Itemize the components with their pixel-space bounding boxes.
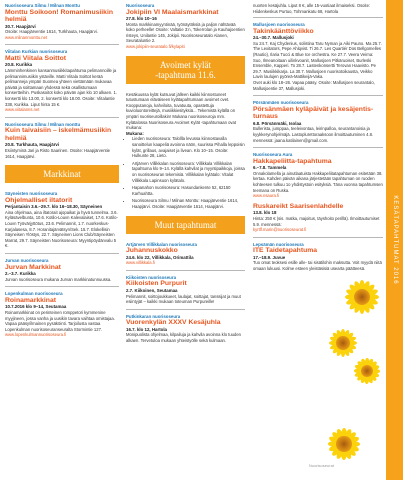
event-item (5, 191, 119, 249)
section-banner-avoimet-kylat (126, 56, 245, 84)
event-item (5, 49, 119, 112)
sunflower-center (336, 436, 351, 451)
event-title: Matti Viitala Soittot (5, 54, 67, 62)
event-organizer: Kiikoisten nuorisoseura (126, 274, 177, 280)
divider (126, 270, 245, 271)
event-item (5, 291, 119, 338)
event-date: 6.8. Pörsänmäki, Isolaa (253, 120, 302, 126)
sunflower-icon (348, 352, 386, 390)
divider (5, 44, 119, 45)
event-description: Monipuolista ohjelmaa, kilpailuja ja kahvila avoinna klo tuuden alkaen. Tervetuloa mukaan yhteistyölle sekä kulmaan. (126, 332, 241, 343)
divider (5, 117, 119, 118)
event-description: Bullerista, jumppaa, teeleivontaa, leirinpalloa, seurantanoisia ja kyykkerynohjelmäjä. Lastoplurettoraaksoon ilmoittautuminen 4.8. mennessä: jaana.katilainen@gmail.com. (253, 126, 374, 143)
event-item (5, 122, 119, 159)
event-item (126, 242, 245, 266)
event-item (253, 242, 383, 272)
list-heading: Mukana: (126, 130, 144, 136)
event-item (5, 258, 119, 282)
banner-line: -tapahtuma 11.6. (155, 69, 216, 80)
event-title: Jurvan Markkinat (5, 263, 61, 271)
event-title: Takinkäänttöviikko (253, 27, 314, 35)
event-description: Hinta: 250 € (sis. matka, majoitus, täyshoito perillä). Ilmoittautumiset 5.9. mennessä: (253, 215, 380, 227)
event-organizer: Mallusjoen nuorisoseura (253, 22, 305, 28)
event-item (126, 3, 245, 50)
event-organizer: Artjärven Villikkalan nuorisoseura (126, 241, 197, 247)
section-banner-markkinat: Markkinat (5, 165, 119, 183)
divider (253, 147, 383, 148)
event-organizer: Säyneisten nuorisoseura (5, 191, 58, 197)
event-date: 6.–7.8. Tammela (253, 165, 287, 171)
event-title: Ruskareikt Saarisenlahdelle (253, 202, 344, 210)
column-right (250, 0, 385, 480)
divider (253, 237, 383, 238)
event-organizer: Jurvan nuorisoseura (5, 258, 49, 264)
event-organizer: Putkinkaran nuorisoseura (126, 313, 181, 319)
event-link[interactable]: www.nsaura.fi (253, 193, 280, 199)
divider (126, 309, 245, 310)
participant-list (126, 136, 245, 209)
divider (253, 95, 383, 96)
event-item (126, 275, 245, 305)
event-date: 20.8. Kurikka (5, 62, 33, 68)
continued-text: nuorten kesäjuhla. Liput 8 €, alle 15-vuotiaat ilmaiseksi. Osoite: Hiidenkeskus Purtuo, Tohmankatu 68, Hartola (253, 3, 371, 14)
event-organizer: Lopenkulman nuorisoseura (5, 291, 63, 297)
event-date: 13.8. klo 18 (253, 210, 277, 216)
event-date: 10.7.2016 klo 9–14, Seutamaa (5, 304, 67, 310)
event-date: 17.–18.9. Juvue (253, 254, 286, 260)
banner-line: Avoimet kylät (159, 59, 212, 70)
event-link[interactable]: kyrtlf.marin@nuorisoseurat.fi (253, 227, 307, 233)
event-title: ITE Taidetapahtuma (253, 247, 318, 255)
event-link[interactable]: www.villikkala.fi (126, 260, 155, 266)
event-description: Roinamarkkinat on perinteinen romppetori kymmenine myyjineen, jossa vanha ja uusikin tavara vaihtaa omistajaa. Vapaa pääsy/ilmainen pysäköinti. Tarjoilusta vastaa Lopenkulman nuorisoseuranseuralta Stormintie 127. (5, 310, 115, 332)
event-item (5, 3, 119, 40)
event-title: Roinamarkkinat (5, 296, 56, 304)
list-item: • Nuorisoseura Silmu / Milnan Monttu: Haapjärventie 1614, Haapjärvi. Osoite: Haapjärventie 1614, Haapjärvi. (132, 198, 245, 209)
divider (5, 286, 119, 287)
event-link[interactable]: www.milnanmonttu.net (5, 34, 48, 40)
event-date: Perjantaisin 3.6.–29.7. klo 16–18.30, Säyneinen (5, 204, 103, 210)
divider (5, 253, 119, 254)
event-organizer: Nuorisoseura Aura (253, 152, 293, 158)
event-title: Juhannuskokko (126, 247, 178, 255)
event-date: 2.–3.7. Kurikka (5, 271, 36, 277)
list-item: • Lieden nuorisoseura: Talollla levussa kiinnostavalla sanoittelun kaapeliä avoinna näön, suurissa Pihalla leppoisin kylät, grillaus, avajaiset ja livean. Klo 10–15. Osoite: Hulkunte 28, Lieto. (132, 136, 245, 158)
event-link[interactable]: www.lopenkulmannuorisoseura.fi (5, 332, 67, 338)
event-link[interactable]: www.jokipiin-seuratalo.fi/kylapiti (126, 44, 185, 50)
event-title: Kuin taivaisiin – iskelmämusiikin helmiä (5, 127, 112, 142)
event-date: 24.–30.7. Mallusjoki (253, 35, 294, 41)
section-intro: Kesäkuussa kylät kutsuvat jälleen kaikki kiinnostuneet tutustumaan eläväiseen kylätapahtumaan avoimet ovet. Koopputanoja, kahviloita, tuvatuuta, opastettuja kuvioluontoreittejä, musiikkiesityksiä... Tekemistä kylällä on ympäri nuoriseuroillakin! Mukana nuorisoseuroja mm. Kylätalossa Nuorisoseura Avoimet Kylät -tapahtumaan ovat mukana: (126, 91, 237, 131)
event-date: 30.7. Haapjärvi (5, 23, 36, 29)
event-organizer: Nuorisoseura Silmu / Milnan monttu (5, 121, 81, 127)
event-item (253, 203, 383, 233)
event-description: Osoite: Haapjärventie 1614, Turkhauta, Haapjärvi. (5, 29, 98, 35)
event-description: Ovet auki klo 18–26. Vapaa pääsy. Osoite: Mallusjoen seurantalo, Mallusjoentie 37, Mallusjoki. (253, 80, 375, 91)
list-item: • Hapanahon nuorisoseura: Hasundankente 52, 62150 Karhuahtta. (132, 185, 245, 196)
event-organizer: Lepsämän nuorisoseura (253, 241, 304, 247)
event-date: 20.8. Turkhauta, Haapjärvi (5, 142, 60, 148)
event-organizer: Nuorisoseura (126, 3, 155, 8)
event-date: 24.6. klo 22, Villikkala, Orimattila (126, 254, 194, 260)
event-description: Onnakolamella ja ainutlaatuista Hakkapeliitatapahtuman esitetään 38. kertaa. Kahden päivän aikana järjestetään tapahtuman on ruoden kohteesen tulkuu 1o yhdistystoin esityksiä. Täna vuonna tapahtumsen teemana on Ruska. (253, 170, 383, 193)
event-date: 16.7. klo 12, Hartola (126, 326, 167, 332)
event-description: Aina ohjelmaa, aina iltatorait ajopaikat ja hyvä tunnelma. 3.6. Kyläsävelbunta, 10.6. Kotilo-Louvn Kalevalaiset, 17.6. Kotilo-Louvn Työvärjyttötus, 23.6. Pelimannit, 1.7. nuorkeskus-Karjalasesa, 8.7. Horanitajärvätsyn/Sek. 15.7. Elokellisin Säyneisen Ylöstys, 22.7. Säyneinen Lions Club/Säyneisten Marrat, 29.7. Säyneisten Nuorisoseura: Myyntipöydänvalu 5 €. (5, 209, 118, 249)
sunflower-center (361, 365, 373, 377)
event-organizer: Pörsänmäen nuorisoseura (253, 100, 309, 106)
event-title: Jokipiin VI Maalaismarkkinat (126, 8, 219, 16)
sunflower-center (354, 289, 370, 305)
event-description: Monta markkinamyyntinää, työnäytöksiä ja paljon nähtävää koko perheelle! Osoite: Valtatie 3:n, Tokerrolan ja Kauhajoentien risteys, Unilantie 145, Jokipii. Nuorisoseuratalo Alanen, Seurataluntie 2. (126, 21, 245, 44)
nuorisoseurat-logo: Nuorisoseurat (309, 463, 334, 468)
event-item (253, 100, 383, 143)
event-date: 2.7. Kiikoinen, Seutamaa (126, 287, 178, 293)
column-left (0, 0, 122, 480)
event-description: Esiintyminä Jari ja Risto Saarinen. Osoite: Haapjärventie 1614, Haapjärvi. (5, 148, 110, 159)
sunflower-icon (337, 272, 387, 322)
sunflower-icon (320, 420, 368, 468)
divider (253, 17, 383, 18)
section-banner-muut-tapahtumat: Muut tapahtumat (126, 216, 245, 234)
event-item (253, 22, 383, 91)
list-item: • Artjärven Villikkalan nuorisoseura: Villikkala Villikkalan tapahtuma klo 9–14. Kylällä kahvilat ja myyntipaikkoja, joissa on nuorisoseuran tekemisiä. Villikkalan kylätalo: Vitalat Villikkala Lapinsuon kylätalo. (132, 161, 245, 183)
event-title: Vuorenkylän XXXV Kesäjuhla (126, 319, 221, 327)
event-description: Pelimannit, soittojoukkueet, laulajat, soittajat, tanssijat ja muut esiintyjät – kaikki mukaan toteuman Purpureille! (126, 293, 241, 305)
event-item (126, 314, 245, 344)
event-title: Monttu Soikoon! Romanimusiikin helmiä (5, 8, 113, 24)
event-date: 27.8. klo 10–16 (126, 16, 157, 22)
event-title: Kiikoisten Purpurit (126, 280, 187, 288)
event-organizer: Nuorisoseura Silmu / Milnan Monttu (5, 3, 80, 8)
event-description: Jurvan nuorisoseura mukana Jurvan markkinatunnuussa. (5, 276, 112, 282)
event-title: Pörsänmäen kyläpäivät ja kesäjentis-turnaus (253, 105, 374, 121)
event-organizer: Viitalan Kurkian nuorisoseura (5, 49, 68, 55)
event-title: Hakkapeliitta-tapahtuma (253, 157, 332, 165)
column-middle (123, 0, 247, 480)
side-strip-text: KESÄTAPAHTUMAT 2016 (391, 195, 398, 285)
event-description: Su 24.7. Kaj Chydenius, solistina Taru Nyman ja Aiki Pauno. Ma 25.7. The Lexitators, Pepe Ahlqvist. Ti 26.7. Les Quartiér Dos Bellgomelles (Rautio), Ilaria Tucci & Blue Ice orchestra. Ke 27.7. Veera Veirna: Suo, Ilmeanoitaan uilinkvoanit, Mallusjoen Pitkäruoiset, Burleski Ensemble, Kapperi. To 28.7. Lastenkonsertti Terovan Haavisto. Pe 29.7. Musiikkikarja. La 30.7. Mallusjoen nuorisotoikausta, Veikko Lavin laulujen pyöreä-Mattikeijä-Vaka. (253, 40, 382, 80)
event-link[interactable]: www.viitalanns.net (5, 107, 40, 113)
event-title: Ohjelmalliset iltatorit (5, 196, 73, 204)
event-description: Tuo omat teoksesi esille alle- tai sisätilohin maksutta. Voit myydä niitä omaan lukuusi. Kolme esteen yleistäsisiä usearta päätteesä. (253, 260, 382, 271)
sunflower-center (336, 336, 349, 349)
event-description: Lämminhenkinen kansanmusiikkitapahtuma pelimannoille ja pelimannimusiikin ystäville. Matti Viitala Soittot kerää pelimanneja ympäri Suomea yhteen viettämään mukavaa päivää ja soittamaan yhdessä sekä osallistumaan konsertteihin. Puskasoitot koko päivän ajan klo 10 alkaen. 1. konsertti klo 13.00, 2. konsertti klo 18.00. Osoite: Viitalantie 338, Kurikka. Liput hinta 15 €. (5, 68, 117, 107)
event-item (253, 152, 383, 199)
